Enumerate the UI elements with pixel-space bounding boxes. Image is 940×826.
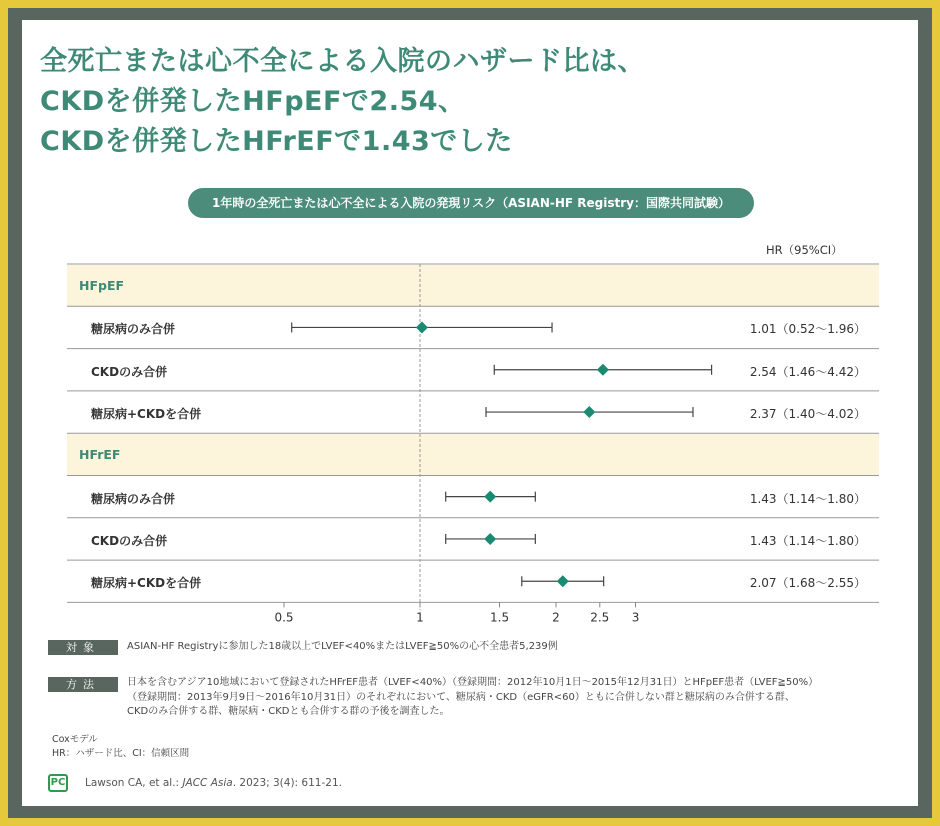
x-tick-label: 1.5 — [490, 610, 510, 625]
footnote-abbrev: HR：ハザード比、CI：信頼区間 — [52, 748, 190, 759]
hr-value: 1.43（1.14～1.80） — [749, 533, 866, 548]
citation — [85, 777, 342, 789]
row-label: CKDのみ合併 — [91, 364, 168, 379]
hr-value: 1.43（1.14～1.80） — [749, 491, 866, 506]
outer-frame — [8, 8, 932, 818]
hr-point-marker — [583, 406, 595, 418]
method-line-3: CKDのみ合併する群、糖尿病・CKDとも合併する群の予後を調査した。 — [127, 706, 450, 717]
x-tick-label: 0.5 — [274, 610, 294, 625]
hr-value: 1.01（0.52～1.96） — [749, 322, 866, 337]
hr-column-header: HR（95%CI） — [766, 243, 843, 257]
hr-point-marker — [484, 491, 496, 503]
citation-authors: Lawson CA, et al.: — [85, 777, 180, 789]
hr-value: 2.37（1.40～4.02） — [749, 406, 866, 421]
x-tick-label: 1 — [416, 610, 424, 625]
x-tick-label: 2 — [552, 610, 560, 625]
x-tick-label: 3 — [631, 610, 640, 625]
row-label: 糖尿病+CKDを合併 — [91, 406, 202, 421]
headline-line-3: CKDを併発したHFrEFで1.43でした — [40, 126, 513, 157]
method-text — [127, 676, 818, 720]
row-label: 糖尿病のみ合併 — [91, 322, 176, 337]
chart-title-pill: 1年時の全死亡または心不全による入院の発現リスク（ASIAN-HF Registry：国際共同試験） — [188, 188, 754, 218]
subject-badge: 対象 — [48, 640, 118, 655]
footnote-model: Coxモデル — [52, 734, 98, 745]
hr-value: 2.07（1.68～2.55） — [749, 576, 866, 591]
slide-page — [22, 20, 918, 806]
hr-value: 2.54（1.46～4.42） — [749, 364, 866, 379]
citation-journal: JACC Asia — [182, 777, 233, 789]
row-label: 糖尿病のみ合併 — [91, 491, 176, 506]
citation-details: . 2023; 3(4): 611-21. — [232, 777, 342, 789]
group-label-hfref: HFrEF — [79, 447, 121, 463]
subject-text: ASIAN-HF Registryに参加した18歳以上でLVEF<40%またはLVEF≧50%の心不全患者5,239例 — [127, 641, 558, 652]
headline-line-1: 全死亡または心不全による入院のハザード比は、 — [40, 46, 645, 77]
x-tick-label: 2.5 — [590, 610, 610, 625]
hr-point-marker — [557, 575, 569, 587]
hr-point-marker — [416, 321, 428, 333]
hr-point-marker — [597, 364, 609, 376]
method-badge: 方法 — [48, 677, 118, 692]
headline-line-2: CKDを併発したHFpEFで2.54、 — [40, 86, 466, 117]
pc-logo-icon: PC — [48, 774, 68, 792]
row-label: CKDのみ合併 — [91, 533, 168, 548]
method-line-1: 日本を含むアジア10地域において登録されたHFrEF患者（LVEF<40%）（登録期間：2012年10月1日～2015年12月31日）とHFpEF患者（LVEF≧50%） — [127, 677, 819, 688]
method-line-2: （登録期間：2013年9月9日～2016年10月31日）のそれぞれにおいて、糖尿病・CKD（eGFR<60）ともに合併しない群と糖尿病のみ合併する群、 — [127, 691, 795, 703]
group-label-hfpef: HFpEF — [79, 278, 125, 293]
footnotes — [52, 733, 189, 761]
row-label: 糖尿病+CKDを合併 — [91, 576, 202, 591]
hr-point-marker — [484, 533, 496, 545]
forest-plot — [22, 20, 918, 630]
